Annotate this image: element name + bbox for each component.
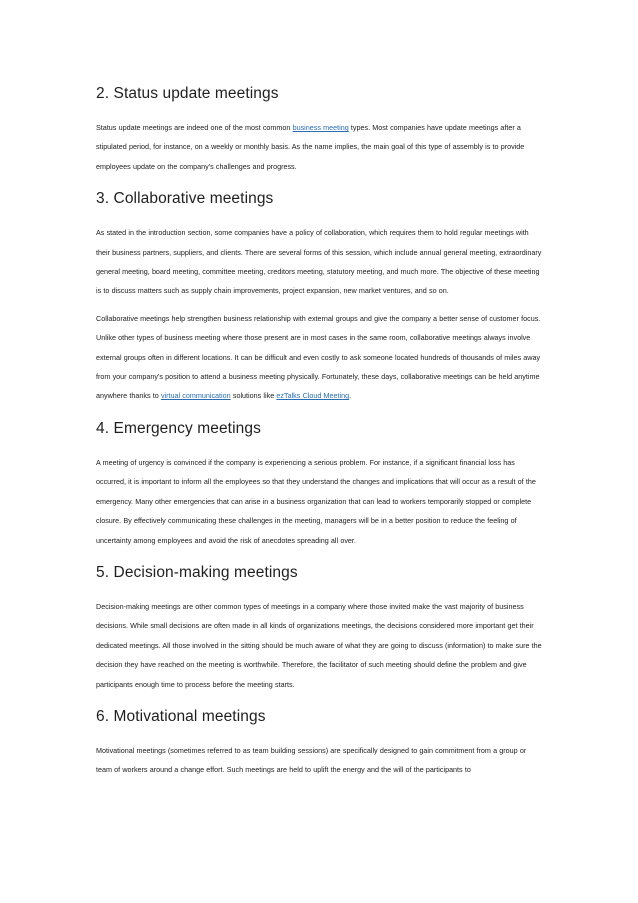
paragraph-collaborative-1: As stated in the introduction section, some companies have a policy of collaboration, which requires them to hold regular meetings with their business partners, suppliers, and clients. There are several forms of this session, which include annual general meeting, extraordinary general meeting, board meeting, committee meeting, creditors meeting, statutory meeting, and much more. The objective of these meeting is to discuss matters such as supply chain improvements, project expansion, new market ventures, and so on. [96,228,542,296]
paragraph-text: Collaborative meetings help strengthen business relationship with external groups and give the company a better sense of customer focus. Unlike other types of business meeting where those present are in most cases in the same room, collaborative meetings always involve external groups often in different locations. It can be difficult and even costly to ask someone located hundreds of thousands of miles away from your company’s position to attend a business meeting physically. Fortunately, these days, collaborative meetings can be held anytime anywhere thanks to [96,313,541,401]
link-business-meeting[interactable]: business meeting [292,123,349,132]
paragraph-collaborative-2 [96,309,542,406]
link-virtual-communication[interactable]: virtual communication [160,391,231,401]
section-motivational [96,707,542,780]
paragraph-decision-making: Decision-making meetings are other common types of meetings in a company where those invited make the vast majority of business decisions. While small decisions are often made in all kinds of organizations meetings, the decisions considered more important get their dedicated meetings. All those involved in the sitting should be much aware of what they are going to discuss (information) to make sure the decision they have reached on the meeting is worthwhile. Therefore, the facilitator of such meeting should define the problem and give participants enough time to process before the meeting starts. [96,601,542,689]
section-collaborative [96,189,542,406]
heading-status-update: 2. Status update meetings [96,85,279,102]
link-eztalks-cloud-meeting[interactable]: ezTalks Cloud Meeting [276,391,350,401]
paragraph-text: . [349,391,352,401]
paragraph-text: Status update meetings are indeed one of the most common [96,123,293,132]
heading-emergency: 4. Emergency meetings [96,419,261,437]
document-content [96,84,542,780]
heading-motivational: 6. Motivational meetings [96,707,266,725]
section-decision-making [96,563,542,694]
paragraph-motivational: Motivational meetings (sometimes referred to as team building sessions) are specifically designed to gain commitment from a group or team of workers around a change effort. Such meetings are held to uplift the energy and the will of the participants to [96,745,527,775]
paragraph-text: solutions like [230,391,277,401]
heading-collaborative: 3. Collaborative meetings [96,190,274,208]
section-emergency [96,419,542,550]
paragraph-status-update [96,118,542,176]
paragraph-text: types. Most companies have update meetings after a stipulated period, for instance, on a weekly or monthly basis. As the name implies, the main goal of this type of assembly is to provide employees update on the company’s challenges and progress. [96,123,525,171]
paragraph-emergency: A meeting of urgency is convinced if the company is experiencing a serious problem. For instance, if a significant financial loss has occurred, it is important to inform all the employees so that they understand the changes and implications that will occur as a result of the emergency. Many other emergencies that can arise in a business organization that can lead to workers temporarily stopped or complete closure. By effectively communicating these challenges in the meeting, managers will be in a better position to reduce the feeling of uncertainty among employees and avoid the risk of anecdotes spreading all over. [96,457,536,545]
heading-decision-making: 5. Decision-making meetings [96,563,298,581]
section-status-update [96,84,542,176]
